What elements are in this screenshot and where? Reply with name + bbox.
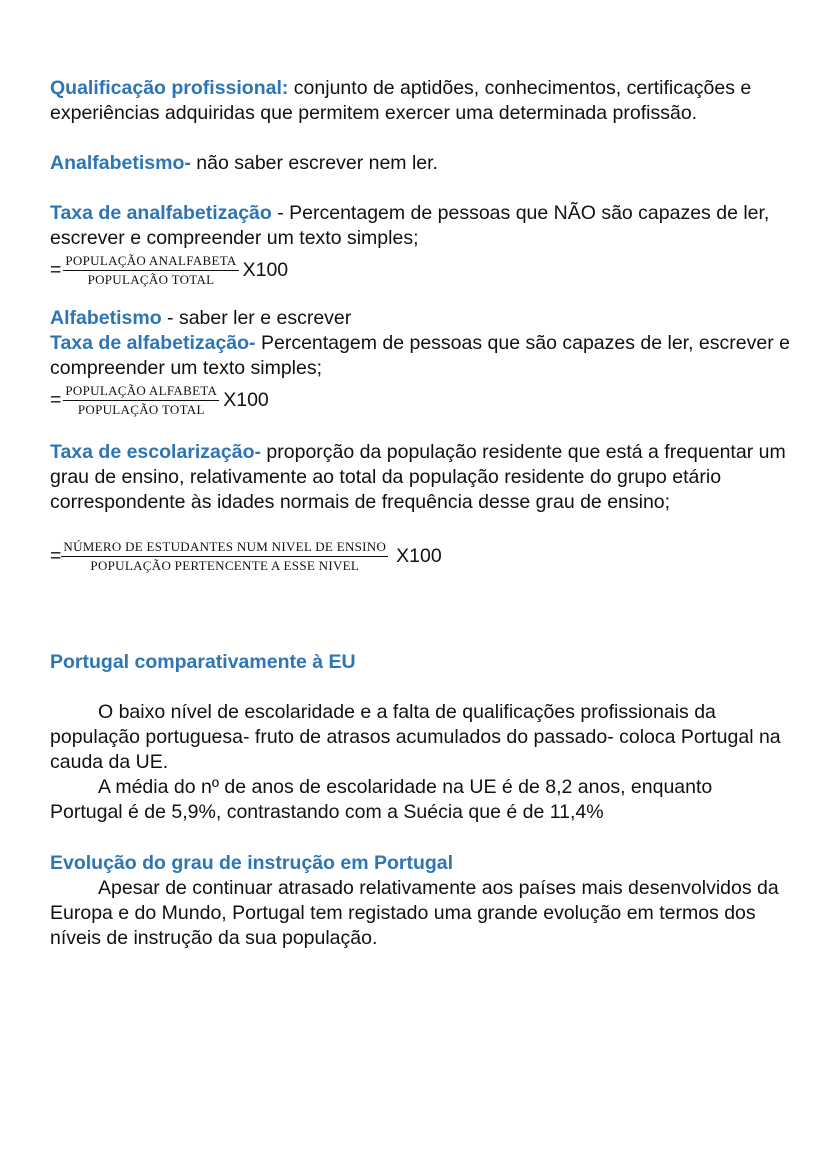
- formula-taxa-analfabetizacao: [50, 253, 790, 288]
- section-heading-evolucao: Evolução do grau de instrução em Portugal: [50, 852, 454, 874]
- formula-fraction: [63, 383, 219, 418]
- definition-alfabetismo: [50, 306, 790, 331]
- definition-text: Percentagem de pessoas que são capazes de ler, escrever e compreender um texto simples;: [50, 332, 790, 379]
- definition-analfabetismo: [50, 151, 790, 176]
- term-label: Taxa de escolarização-: [50, 441, 261, 463]
- term-label: Analfabetismo-: [50, 152, 191, 174]
- fraction-numerator: NÚMERO DE ESTUDANTES NUM NIVEL DE ENSINO: [61, 539, 388, 557]
- definition-text: - saber ler e escrever: [161, 307, 352, 329]
- formula-equals: =: [50, 545, 62, 567]
- fraction-denominator: POPULAÇÃO TOTAL: [77, 402, 205, 417]
- formula-equals: =: [50, 389, 62, 411]
- term-label: Taxa de alfabetização-: [50, 332, 256, 354]
- definition-qualificacao: [50, 76, 790, 126]
- definition-text: conjunto de aptidões, conhecimentos, certificações e experiências adquiridas que permitem exercer uma determinada profissão.: [50, 77, 752, 124]
- formula-fraction: [61, 539, 388, 574]
- formula-multiplier: X100: [242, 259, 289, 281]
- section-heading-portugal-eu: Portugal comparativamente à EU: [50, 651, 356, 673]
- document-page: [50, 76, 790, 951]
- term-label: Alfabetismo: [50, 307, 162, 329]
- term-label: Taxa de analfabetização: [50, 202, 272, 224]
- definition-taxa-escolarizacao: [50, 440, 790, 515]
- definition-text: proporção da população residente que está a frequentar um grau de ensino, relativamente ao total da população residente do grupo etário correspondente às idades normais de frequência desse grau de ensino;: [50, 441, 786, 513]
- paragraph-portugal-eu-2: A média do nº de anos de escolaridade na UE é de 8,2 anos, enquanto Portugal é de 5,9%, contrastando com a Suécia que é de 11,4%: [50, 776, 713, 823]
- formula-taxa-alfabetizacao: [50, 383, 790, 418]
- paragraph-evolucao: Apesar de continuar atrasado relativamente aos países mais desenvolvidos da Europa e do Mundo, Portugal tem registado uma grande evolução em termos dos níveis de instrução da sua população.: [50, 877, 779, 949]
- fraction-denominator: POPULAÇÃO PERTENCENTE A ESSE NIVEL: [90, 558, 360, 573]
- fraction-denominator: POPULAÇÃO TOTAL: [87, 272, 215, 287]
- formula-fraction: [63, 253, 238, 288]
- fraction-numerator: POPULAÇÃO ALFABETA: [63, 383, 219, 401]
- formula-taxa-escolarizacao: [50, 539, 790, 574]
- definition-taxa-alfabetizacao: [50, 331, 790, 381]
- formula-multiplier: X100: [223, 389, 269, 411]
- fraction-numerator: POPULAÇÃO ANALFABETA: [63, 253, 238, 271]
- paragraph-portugal-eu-1: O baixo nível de escolaridade e a falta de qualificações profissionais da população portuguesa- fruto de atrasos acumulados do passado- coloca Portugal na cauda da UE.: [50, 701, 781, 773]
- definition-taxa-analfabetizacao: [50, 201, 790, 251]
- formula-multiplier: X100: [396, 545, 442, 567]
- term-label: Qualificação profissional:: [50, 77, 289, 99]
- definition-text: não saber escrever nem ler.: [190, 152, 438, 174]
- formula-equals: =: [50, 259, 62, 281]
- definition-text: - Percentagem de pessoas que NÃO são capazes de ler, escrever e compreender um texto simples;: [50, 202, 770, 249]
